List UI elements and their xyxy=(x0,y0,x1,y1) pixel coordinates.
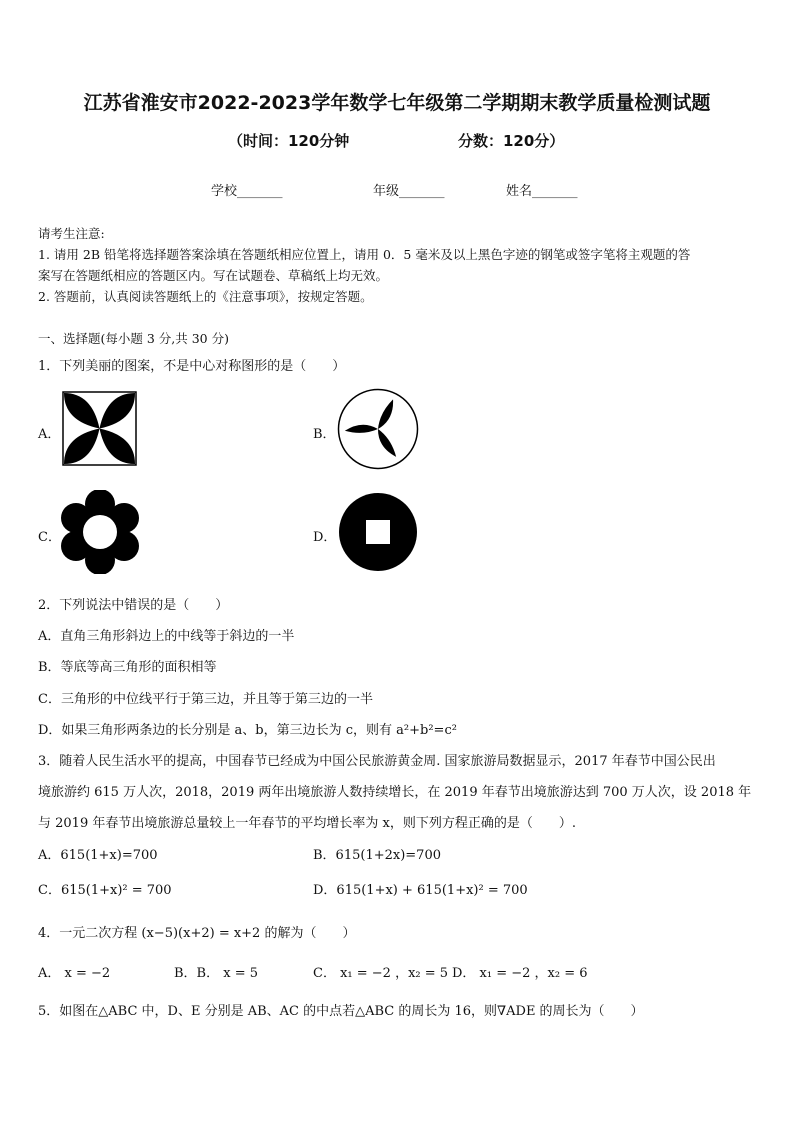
q3-option-b: B．615(1+2x)=700 xyxy=(313,848,441,863)
notice-heading: 请考生注意: xyxy=(38,226,105,241)
exam-time: （时间：120分钟 xyxy=(228,132,350,150)
q1-option-a-figure xyxy=(62,391,137,466)
q4-option-c: C． x₁ = −2 ，x₂ = 5 xyxy=(313,966,449,981)
q1-option-b-figure xyxy=(337,388,419,470)
page-title: 江苏省淮安市2022-2023学年数学七年级第二学期期末教学质量检测试题 xyxy=(83,92,711,114)
q2-option-c: C．三角形的中位线平行于第三边，并且等于第三边的一半 xyxy=(38,692,373,707)
q1-option-c-label: C． xyxy=(38,530,61,545)
q3-option-d: D．615(1+x) + 615(1+x)² = 700 xyxy=(313,883,528,898)
q1-stem: 1．下列美丽的图案，不是中心对称图形的是（ ） xyxy=(38,359,346,374)
q1-option-d-figure xyxy=(338,492,418,572)
q4-stem: 4．一元二次方程 (x−5)(x+2) = x+2 的解为（ ） xyxy=(38,926,356,941)
q3-line-3: 与 2019 年春节出境旅游总量较上一年春节的平均增长率为 x，则下列方程正确的是（ ）. xyxy=(38,816,576,831)
name-field: 姓名_______ xyxy=(506,184,578,199)
q1-option-c-figure xyxy=(60,490,140,574)
q4-option-a: A． x = −2 xyxy=(38,966,111,981)
notice-line-2: 2. 答题前，认真阅读答题纸上的《注意事项》，按规定答题。 xyxy=(38,289,373,304)
q1-option-d-label: D． xyxy=(313,530,337,545)
exam-score: 分数：120分） xyxy=(458,132,565,150)
section-heading: 一、选择题(每小题 3 分,共 30 分) xyxy=(38,331,229,346)
q2-option-a: A．直角三角形斜边上的中线等于斜边的一半 xyxy=(38,629,295,644)
q2-option-b: B．等底等高三角形的面积相等 xyxy=(38,660,217,675)
q3-option-a: A．615(1+x)=700 xyxy=(38,848,158,863)
q3-option-c: C．615(1+x)² = 700 xyxy=(38,883,172,898)
q4-option-d: D． x₁ = −2 ，x₂ = 6 xyxy=(452,966,588,981)
grade-field: 年级_______ xyxy=(373,184,445,199)
q2-option-d: D．如果三角形两条边的长分别是 a、b，第三边长为 c，则有 a²+b²=c² xyxy=(38,723,457,738)
q3-line-2: 境旅游约 615 万人次，2018，2019 两年出境旅游人数持续增长，在 2019 年春节出境旅游达到 700 万人次，设 2018 年 xyxy=(38,785,752,800)
q1-option-b-label: B． xyxy=(313,427,336,442)
q2-stem: 2．下列说法中错误的是（ ） xyxy=(38,598,229,613)
notice-line-1a: 1. 请用 2B 铅笔将选择题答案涂填在答题纸相应位置上，请用 0．5 毫米及以上黑色字迹的钢笔或签字笔将主观题的答 xyxy=(38,247,691,262)
q5-stem: 5．如图在△ABC 中，D、E 分别是 AB、AC 的中点若△ABC 的周长为 16，则∇ADE 的周长为（ ） xyxy=(38,1004,644,1019)
q3-line-1: 3．随着人民生活水平的提高，中国春节已经成为中国公民旅游黄金周. 国家旅游局数据显示，2017 年春节中国公民出 xyxy=(38,754,716,769)
school-field: 学校_______ xyxy=(211,184,283,199)
q1-option-a-label: A． xyxy=(38,427,61,442)
notice-line-1b: 案写在答题纸相应的答题区内。写在试题卷、草稿纸上均无效。 xyxy=(38,268,389,283)
q4-option-b: B．B． x = 5 xyxy=(174,966,258,981)
